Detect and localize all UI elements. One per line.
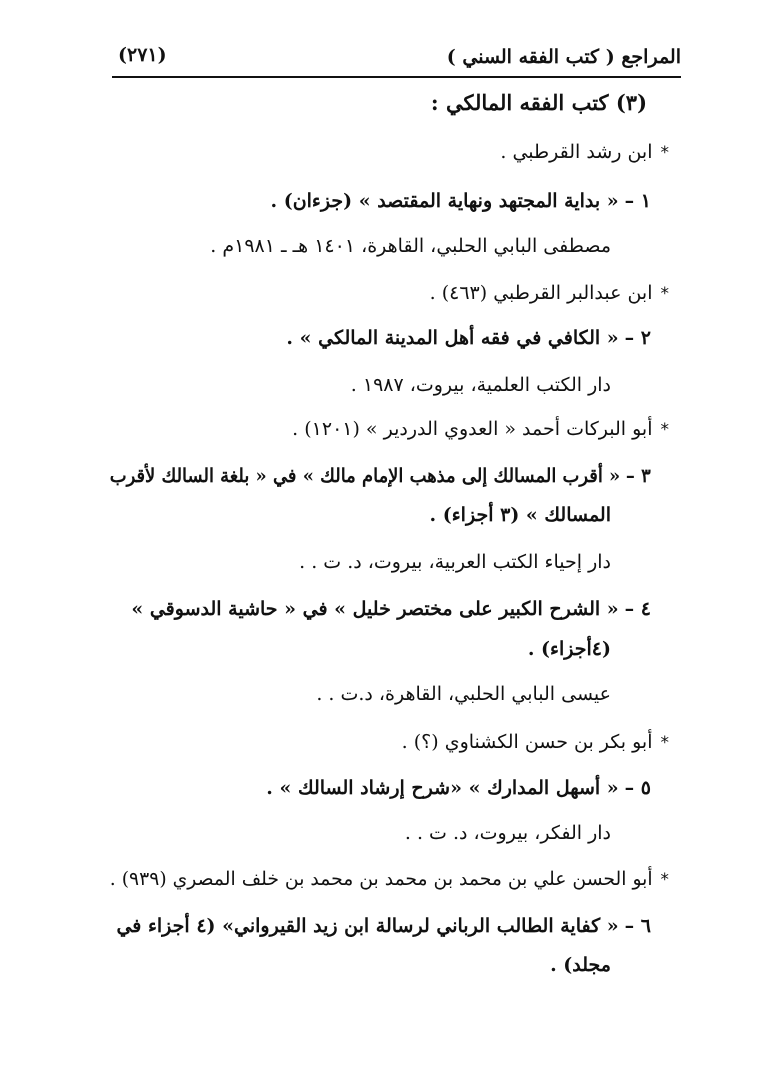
author-name: ابن رشد القرطبي .: [500, 141, 653, 163]
book-title: « الكافي في فقه أهل المدينة المالكي » .: [286, 327, 619, 349]
book-entry-1: [270, 186, 651, 216]
book-entry-4-line-1: [131, 594, 651, 624]
book-title: « أسهل المدارك » «شرح إرشاد السالك » .: [266, 777, 619, 799]
book-title: « بداية المجتهد ونهاية المقتصد » (جزءان) .: [270, 190, 619, 212]
entry-number: ٥ –: [624, 777, 651, 799]
entry-number: ١ –: [624, 190, 651, 212]
book-entry-6-line-1: [116, 911, 651, 941]
publisher-2: دار الكتب العلمية، بيروت، ١٩٨٧ .: [350, 374, 611, 396]
entry-number: ٢ –: [624, 327, 651, 349]
author-name: ابن عبدالبر القرطبي (٤٦٣) .: [429, 282, 653, 304]
page-number: (٢٧١): [118, 44, 167, 66]
author-ibn-abd-albarr: [430, 278, 669, 309]
header-title: المراجع ( كتب الفقه السني ): [446, 46, 681, 68]
author-abu-alhasan: [110, 864, 669, 895]
author-abu-albarakat: [292, 414, 669, 445]
book-entry-5: [266, 773, 651, 803]
bullet-star-icon: *: [660, 870, 669, 890]
book-title: « أقرب المسالك إلى مذهب الإمام مالك » في « بلغة السالك لأقرب: [109, 465, 621, 487]
author-name: أبو البركات أحمد « العدوي الدردير » (١٢٠١) .: [292, 418, 653, 440]
book-title: « الشرح الكبير على مختصر خليل » في « حاشية الدسوقي »: [131, 598, 619, 620]
book-entry-2: [286, 323, 651, 353]
author-ibn-rushd: [500, 137, 669, 168]
publisher-3: دار إحياء الكتب العربية، بيروت، د. ت . .: [299, 551, 611, 573]
bullet-star-icon: *: [660, 143, 669, 163]
bullet-star-icon: *: [660, 733, 669, 753]
book-entry-3-line-1: [110, 461, 651, 491]
publisher-4: عيسى البابي الحلبي، القاهرة، د.ت . .: [316, 683, 611, 705]
bullet-star-icon: *: [660, 284, 669, 304]
page-header: [112, 40, 681, 78]
book-entry-3-line-2: المسالك » (٣ أجزاء) .: [429, 504, 611, 526]
entry-number: ٣ –: [626, 465, 651, 487]
book-title: « كفاية الطالب الرباني لرسالة ابن زيد القيرواني» (٤ أجزاء في: [116, 915, 619, 937]
author-name: أبو الحسن علي بن محمد بن محمد بن محمد بن خلف المصري (٩٣٩) .: [109, 868, 653, 890]
bullet-star-icon: *: [660, 420, 669, 440]
publisher-5: دار الفكر، بيروت، د. ت . .: [404, 822, 611, 844]
author-abu-bakr: [402, 727, 669, 758]
book-entry-4-line-2: (٤أجزاء) .: [527, 638, 611, 660]
entry-number: ٦ –: [624, 915, 651, 937]
section-heading: (٣) كتب الفقه المالكي :: [430, 90, 647, 115]
entry-number: ٤ –: [624, 598, 651, 620]
author-name: أبو بكر بن حسن الكشناوي (؟) .: [401, 731, 653, 753]
book-entry-6-line-2: مجلد) .: [550, 954, 611, 976]
publisher-1: مصطفى البابي الحلبي، القاهرة، ١٤٠١ هـ ـ ١٩٨١م .: [210, 235, 611, 257]
